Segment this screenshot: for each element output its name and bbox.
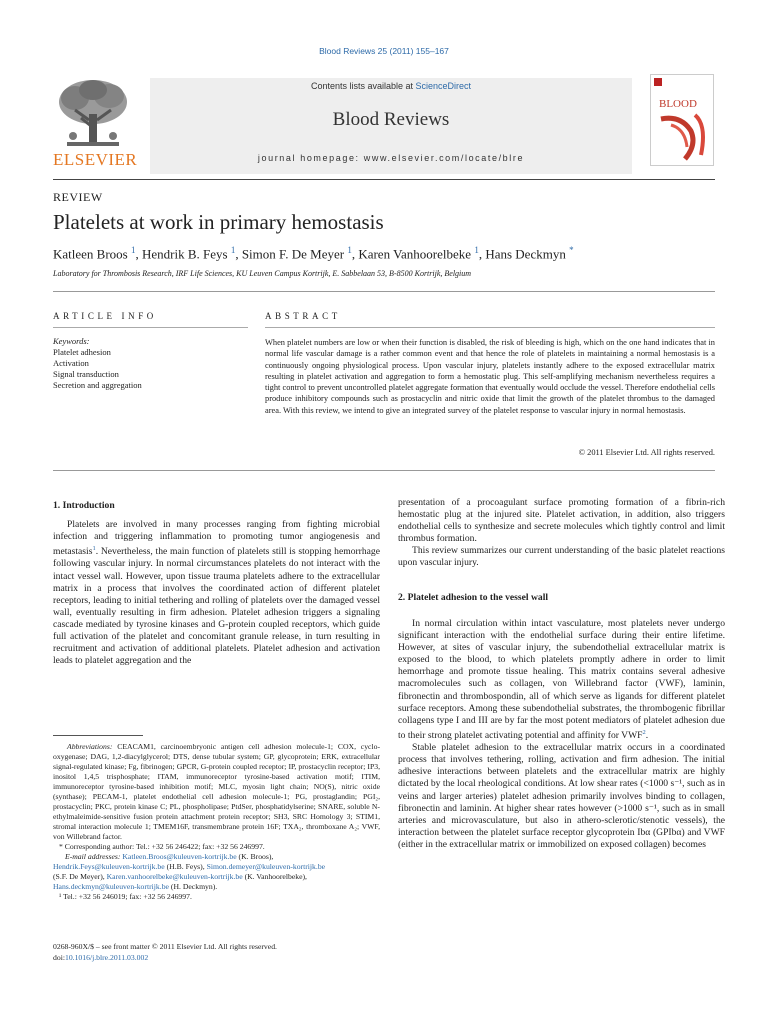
email-link[interactable]: Hendrik.Feys@kuleuven-kortrijk.be [53, 862, 165, 871]
email-note [53, 852, 380, 892]
article-info-rule [53, 327, 248, 328]
header-rule [53, 179, 715, 180]
doi-line [53, 952, 380, 963]
email-link[interactable]: Karen.vanhoorelbeke@kuleuven-kortrijk.be [106, 872, 243, 881]
journal-reference[interactable]: Blood Reviews 25 (2011) 155–167 [319, 46, 449, 56]
author-note-1: ¹ Tel.: +32 56 246019; fax: +32 56 246997. [59, 892, 192, 901]
author-name: Hendrik B. Feys [141, 246, 228, 262]
footnote-rule [53, 735, 143, 736]
email-label: E-mail addresses: [65, 852, 121, 861]
author-name: Hans Deckmyn [485, 246, 566, 262]
email-link[interactable]: Hans.deckmyn@kuleuven-kortrijk.be [53, 882, 169, 891]
author-affiliation-mark[interactable]: 1 [230, 245, 236, 255]
author-list: Katleen Broos $^1$, Hendrik B. Feys $^1$, Simon F. De Meyer $^1$, Karen Vanhoorelbeke $^1$, Hans Deckmyn * [53, 245, 574, 262]
publisher-name: ELSEVIER [53, 150, 138, 169]
email-owner: (K. Vanhoorelbeke), [242, 872, 307, 881]
email-owner: (K. Broos), [236, 852, 274, 861]
paragraph [53, 519, 380, 667]
sciencedirect-link[interactable]: ScienceDirect [415, 81, 472, 91]
paragraph-text: In normal circulation within intact vasculature, most platelets never undergo significant interaction with the endothelial surface during their entire lifetime. However, at sites of vascular injury, the subendothelial extracellular matrix is exposed to the blood, to which platelets promptly adhere in order to limit hemorrhage and promote tissue healing. This matrix contains several adhesive macromolecules such as collagen, von Willebrand factor (VWF), laminin, fibronectin and thrombospondin, all of which serve as ligands for different platelet surface receptors. Among these subendothelial substrates, the thrombogenic fibrillar collagens type I and III are by far the most potent mediators of platelet adhesion due to their strong platelet activating potential and affinity for VWF [398, 618, 725, 742]
journal-homepage[interactable]: journal homepage: www.elsevier.com/locate/blre [257, 153, 525, 163]
abbreviations-note [53, 742, 380, 842]
author-name: Katleen Broos [53, 246, 128, 262]
email-owner: (S.F. De Meyer), [53, 872, 107, 881]
journal-cover-thumbnail [650, 74, 714, 166]
paragraph-text: . Nevertheless, the main function of platelets still is stopping hemorrhage following vascular injury. In normal circumstances platelets do not interact with the intact vessel wall. However, upon tissue trauma platelets adhere to the extracellular matrix in a process that involves the coordinated action of different platelet receptors, leading to initial tethering and rolling of platelets over the damaged vessel wall, eventually resulting in firm adhesion. Platelet adhesion triggers a signaling cascade mediated by tyrosine kinases and G-protein coupled receptors, which guide full activation of the platelet and concomitant granule release, in turn resulting in recruitment and activation of additional platelets. Platelet adhesion and activation leads to platelet aggregation and the [53, 546, 380, 667]
section-heading-introduction: 1. Introduction [53, 500, 115, 511]
citation-ref[interactable]: 1 [92, 545, 96, 553]
abbreviations-text: CEACAM1, carcinoembryonic antigen cell adhesion molecule-1; COX, cyclo-oxygenase; DAG, 1,2-diacylglycerol; DTS, dense tubular system; GP, glycoprotein; ERK, extracellular signal-regulated kinase; Fg, fibrinogen; GPCR, G-protein coupled receptor; IP, prostacyclin receptor; IP3, inositol 1,4,5 trisphosphate; ITAM, immunoreceptor tyrosine-based activation motif; ITIM, immunoreceptor tyrosine-based inhibition motif; MLC, myosin light chain; NO(S), nitric oxide (synthase); PECAM-1, platelet endothelial cell adhesion molecule-1; PG, prostaglandin; PGI₂, prostacyclin; PKC, protein kinase C; PL, phospholipase; PtdSer, phosphatidylserine; SNARE, soluble N-ethylmaleimide-sensitive fusion protein attachment protein receptor; SH3, SRC Homology 3; STIM1, stromal interaction molecule 1; TMEM16F, transmembrane protein 16F; TXA₂, thromboxane A₂; VWF, von Willebrand factor. [53, 742, 381, 841]
author-name: Karen Vanhoorelbeke [358, 246, 472, 262]
article-type: REVIEW [53, 190, 103, 204]
paragraph-text: Platelets are involved in many processes ranging from fighting microbial infection and triggering inflammation to promoting tumor angiogenesis and metastasis [53, 519, 380, 558]
abbreviations-label: Abbreviations: [67, 742, 113, 751]
keyword: Platelet adhesion [53, 347, 111, 357]
cover-title: BLOOD [659, 98, 697, 110]
author-name: Simon F. De Meyer [241, 246, 345, 262]
paragraph: presentation of a procoagulant surface promoting formation of a fibrin-rich hemostatic plug at the injured site. Platelet activation, in addition, also triggers endothelial cells to synthesize and secrete molecules which tightly control and limit thrombus formation. [398, 497, 725, 545]
email-link[interactable]: Katleen.Broos@kuleuven-kortrijk.be [122, 852, 237, 861]
section-heading-adhesion: 2. Platelet adhesion to the vessel wall [398, 592, 549, 603]
contents-prefix: Contents lists available at [310, 81, 416, 91]
contents-line [150, 81, 632, 91]
email-link[interactable]: Simon.demeyer@kuleuven-kortrijk.be [206, 862, 326, 871]
cover-art-icon [651, 75, 713, 165]
citation-ref[interactable]: 2 [642, 728, 646, 736]
abstract-text: When platelet numbers are low or when their function is disabled, the risk of bleeding is high, which on the one hand indicates that in normal life vascular damage is a rather common event and that hence the role of platelets in maintaining a normal hemostasis is a continuously ongoing physiological process. Upon vascular injury, platelets instantly adhere to the exposed extracellular matrix resulting in platelet activation and aggregation to form a hemostatic plug. This self-amplifying mechanism nevertheless requires a tight control to prevent uncontrolled platelet aggregate formation that eventually would occlude the vessel. Therefore endothelial cells produce inhibitory compounds such as prostacyclin and nitric oxide that limit the growth of the platelet thrombus to the damaged area. With this review, we intend to give an integrated survey of the platelet response to vascular injury in normal hemostasis. [265, 338, 715, 415]
right-column-intro [398, 497, 725, 570]
corresponding-note: * Corresponding author: Tel.: +32 56 246422; fax: +32 56 246997. [59, 842, 265, 851]
abstract-heading: ABSTRACT [265, 311, 341, 321]
abstract-bottom-rule [53, 470, 715, 471]
paragraph: Stable platelet adhesion to the extracellular matrix occurs in a coordinated process that involves tethering, rolling, activation and firm adhesion. The initial adhesive interactions between platelets and the extracellular matrix are highly dictated by the local rheological conditions. At low shear rates (<1000 s⁻¹, such as in veins and larger arteries) platelet adhesion primarily involves binding to collagen, fibronectin and laminin. At higher shear rates however (>1000 s⁻¹, such as in small arteries and microvasculature, but also in athero-sclerotic/stenotic vessels), the interaction between the platelet surface receptor glycoprotein Ibα (GPIbα) and VWF (either in the extracellular matrix or immobilized on exposed collagen) becomes [398, 742, 725, 850]
email-owner: (H. Deckmyn). [168, 882, 218, 891]
author-affiliation-mark[interactable]: 1 [474, 245, 479, 255]
paragraph: This review summarizes our current understanding of the basic platelet reactions upon vascular injury. [398, 545, 725, 569]
paragraph [398, 618, 725, 742]
introduction-body [53, 519, 380, 667]
paragraph-text: . [645, 730, 649, 742]
doi-link[interactable]: 10.1016/j.blre.2011.03.002 [64, 953, 149, 962]
article-info-heading: ARTICLE INFO [53, 311, 157, 321]
abstract-rule [265, 327, 715, 328]
journal-title: Blood Reviews [332, 109, 450, 130]
keywords-list [53, 347, 142, 391]
doi-label: doi: [53, 953, 65, 962]
issn-line: 0268-960X/$ – see front matter © 2011 Elsevier Ltd. All rights reserved. [53, 942, 277, 951]
article-title: Platelets at work in primary hemostasis [53, 210, 384, 234]
email-owner: (H.B. Feys), [164, 862, 207, 871]
author-affiliation-mark[interactable]: 1 [347, 245, 352, 255]
corresponding-author-mark[interactable]: * [569, 245, 574, 255]
affiliation: Laboratory for Thrombosis Research, IRF Life Sciences, KU Leuven Campus Kortrijk, E. Sabbelaan 53, B-8500 Kortrijk, Belgium [53, 269, 472, 278]
keyword: Signal transduction [53, 369, 119, 379]
author-affiliation-mark[interactable]: 1 [130, 245, 136, 255]
article-info-top-rule [53, 291, 715, 292]
abstract-copyright: © 2011 Elsevier Ltd. All rights reserved. [578, 448, 715, 457]
keyword: Secretion and aggregation [53, 380, 142, 390]
adhesion-body [398, 618, 725, 851]
footnotes [53, 742, 380, 902]
keywords-label: Keywords: [53, 336, 90, 346]
tree-logo-icon [53, 76, 133, 150]
keyword: Activation [53, 358, 89, 368]
page-footer [53, 941, 380, 963]
